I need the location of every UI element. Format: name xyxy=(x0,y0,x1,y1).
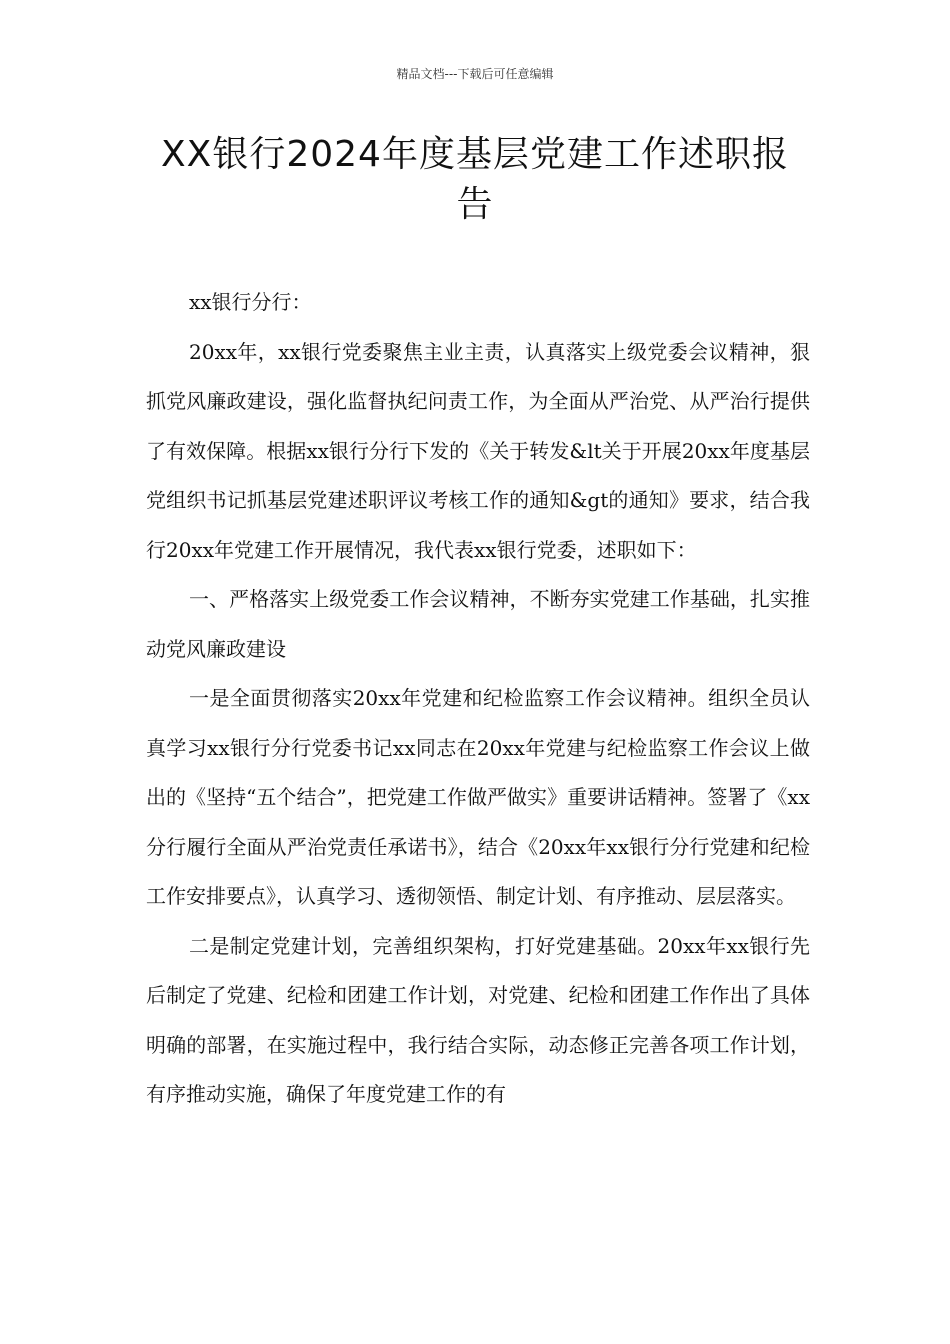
paragraph-point-2: 二是制定党建计划，完善组织架构，打好党建基础。20xx年xx银行先后制定了党建、纪检和团建工作计划，对党建、纪检和团建工作作出了具体明确的部署，在实施过程中，我行结合实际，动态修正完善各项工作计划，有序推动实施，确保了年度党建工作的有 xyxy=(146,933,810,1106)
section-heading-1: 一、严格落实上级党委工作会议精神，不断夯实党建工作基础，扎实推动党风廉政建设 xyxy=(146,587,810,661)
salutation: xx银行分行： xyxy=(189,290,312,314)
paragraph-point-1: 一是全面贯彻落实20xx年党建和纪检监察工作会议精神。组织全员认真学习xx银行分行党委书记xx同志在20xx年党建与纪检监察工作会议上做出的《坚持“五个结合”，把党建工作做严做实》重要讲话精神。签署了《xx分行履行全面从严治党责任承诺书》，结合《20xx年xx银行分行党建和纪检工作安排要点》，认真学习、透彻领悟、制定计划、有序推动、层层落实。 xyxy=(146,686,810,908)
paragraph-intro: 20xx年，xx银行党委聚焦主业主责，认真落实上级党委会议精神，狠抓党风廉政建设，强化监督执纪问责工作，为全面从严治党、从严治行提供了有效保障。根据xx银行分行下发的《关于转发&lt关于开展20xx年度基层党组织书记抓基层党建述职评议考核工作的通知&gt的通知》要求，结合我行20xx年党建工作开展情况，我代表xx银行党委，述职如下： xyxy=(146,339,810,562)
header-note: 精品文档---下载后可任意编辑 xyxy=(396,67,554,81)
document-body xyxy=(146,278,810,1120)
document-title: XX银行2024年度基层党建工作述职报告 xyxy=(161,134,789,225)
